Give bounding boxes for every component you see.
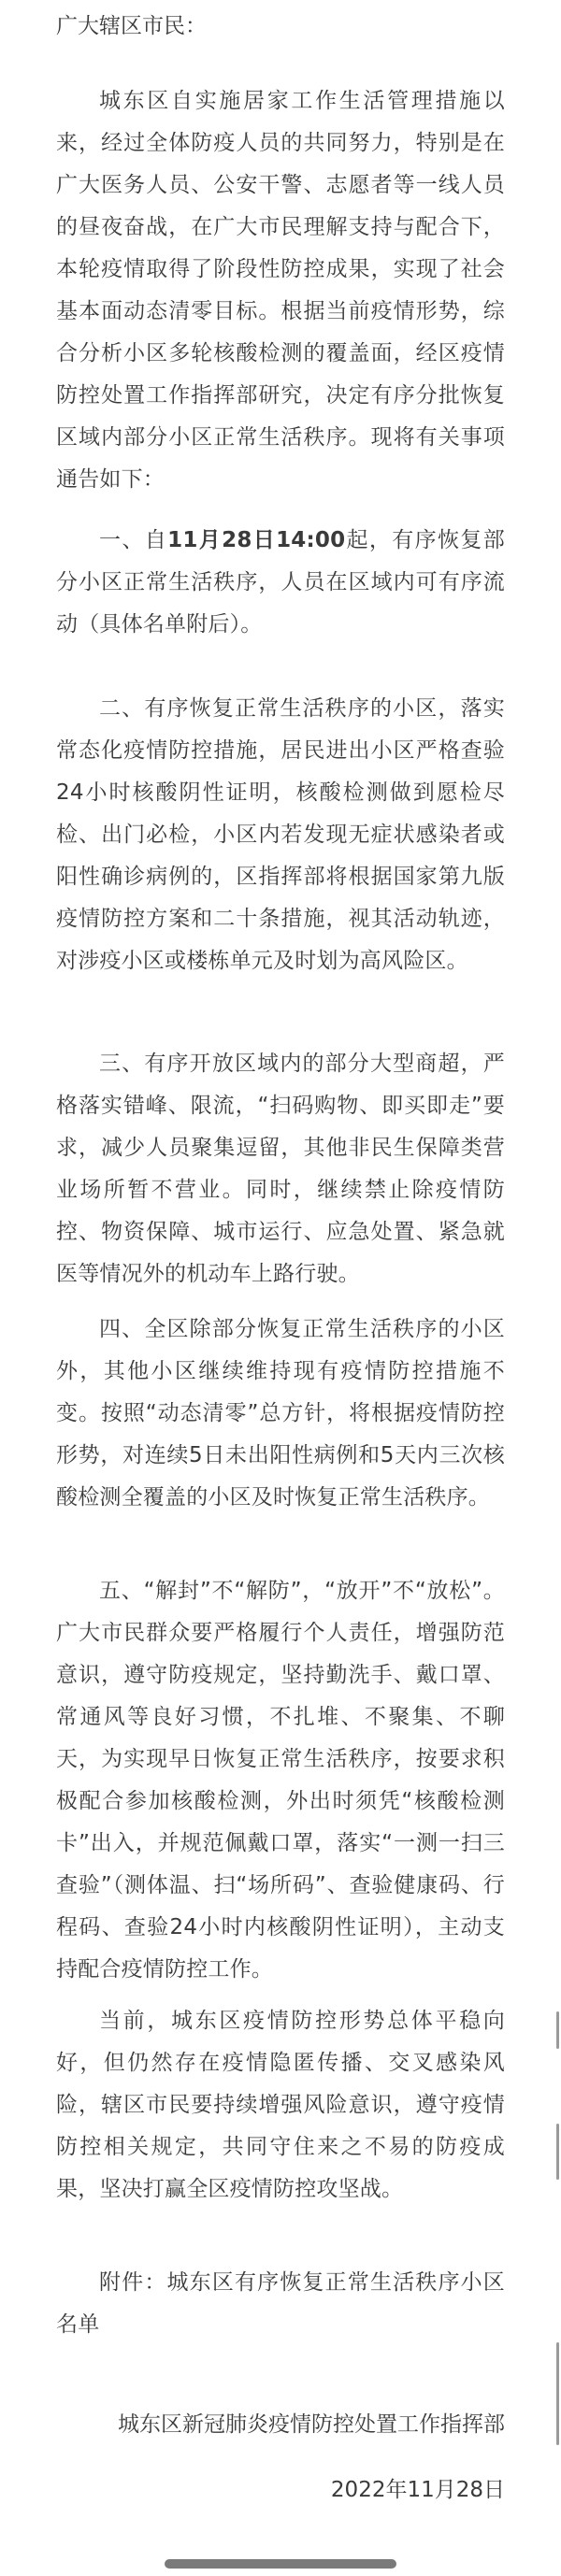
home-indicator[interactable] <box>165 2559 396 2569</box>
paragraph-intro: 城东区自实施居家工作生活管理措施以来，经过全体防疫人员的共同努力，特别是在广大医务人员、公安干警、志愿者等一线人员的昼夜奋战，在广大市民理解支持与配合下，本轮疫情取得了阶段性防控成果，实现了社会基本面动态清零目标。根据当前疫情形势，综合分析小区多轮核酸检测的覆盖面，经区疫情防控处置工作指挥部研究，决定有序分批恢复区域内部分小区正常生活秩序。现将有关事项通告如下： <box>56 89 505 492</box>
scrollbar-thumb[interactable] <box>556 2124 559 2180</box>
item-1-prefix: 一、自 <box>99 528 168 552</box>
paragraph-item-4: 四、全区除部分恢复正常生活秩序的小区外，其他小区继续维持现有疫情防控措施不变。按照“动态清零”总方针，将根据疫情防控形势，对连续5日未出阳性病例和5天内三次核酸检测全覆盖的小区及时恢复正常生活秩序。 <box>56 1317 505 1510</box>
signature: 城东区新冠肺炎疫情防控处置工作指挥部 <box>118 2412 505 2437</box>
paragraph-item-2: 二、有序恢复正常生活秩序的小区，落实常态化疫情防控措施，居民进出小区严格查验24小时核酸阴性证明，核酸检测做到愿检尽检、出门必检，小区内若发现无症状感染者或阳性确诊病例的，区指挥部将根据国家第九版疫情防控方案和二十条措施，视其活动轨迹，对涉疫小区或楼栋单元及时划为高风险区。 <box>56 696 505 973</box>
paragraph-item-5: 五、“解封”不“解防”，“放开”不“放松”。广大市民群众要严格履行个人责任，增强防范意识，遵守防疫规定，坚持勤洗手、戴口罩、常通风等良好习惯，不扎堆、不聚集、不聊天，为实现早日恢复正常生活秩序，按要求积极配合参加核酸检测，外出时须凭“核酸检测卡”出入，并规范佩戴口罩，落实“一测一扫三查验”（测体温、扫“场所码”、查验健康码、行程码、查验24小时内核酸阴性证明），主动支持配合疫情防控工作。 <box>56 1579 505 1982</box>
scrollbar-thumb[interactable] <box>556 2342 559 2445</box>
paragraph-item-1 <box>56 520 505 646</box>
scrollbar-thumb[interactable] <box>556 2011 559 2049</box>
greeting: 广大辖区市民： <box>56 14 207 38</box>
paragraph-item-3: 三、有序开放区域内的部分大型商超，严格落实错峰、限流，“扫码购物、即买即走”要求，减少人员聚集逗留，其他非民生保障类营业场所暂不营业。同时，继续禁止除疫情防控、物资保障、城市运行、应急处置、紧急就医等情况外的机动车上路行驶。 <box>56 1052 505 1286</box>
item-1-text: 起，有序恢复部分小区正常生活秩序，人员在区域内可有序流动（具体名单附后）。 <box>56 528 505 637</box>
paragraph-attachment: 附件：城东区有序恢复正常生活秩序小区名单 <box>56 2270 505 2337</box>
date: 2022年11月28日 <box>330 2478 505 2502</box>
item-1-time: 11月28日14:00 <box>167 528 346 552</box>
scrollbar[interactable] <box>555 0 561 2576</box>
paragraph-summary: 当前，城东区疫情防控形势总体平稳向好，但仍然存在疫情隐匿传播、交叉感染风险，辖区市民要持续增强风险意识，遵守疫情防控相关规定，共同守住来之不易的防疫成果，坚决打赢全区疫情防控攻坚战。 <box>56 2009 505 2201</box>
